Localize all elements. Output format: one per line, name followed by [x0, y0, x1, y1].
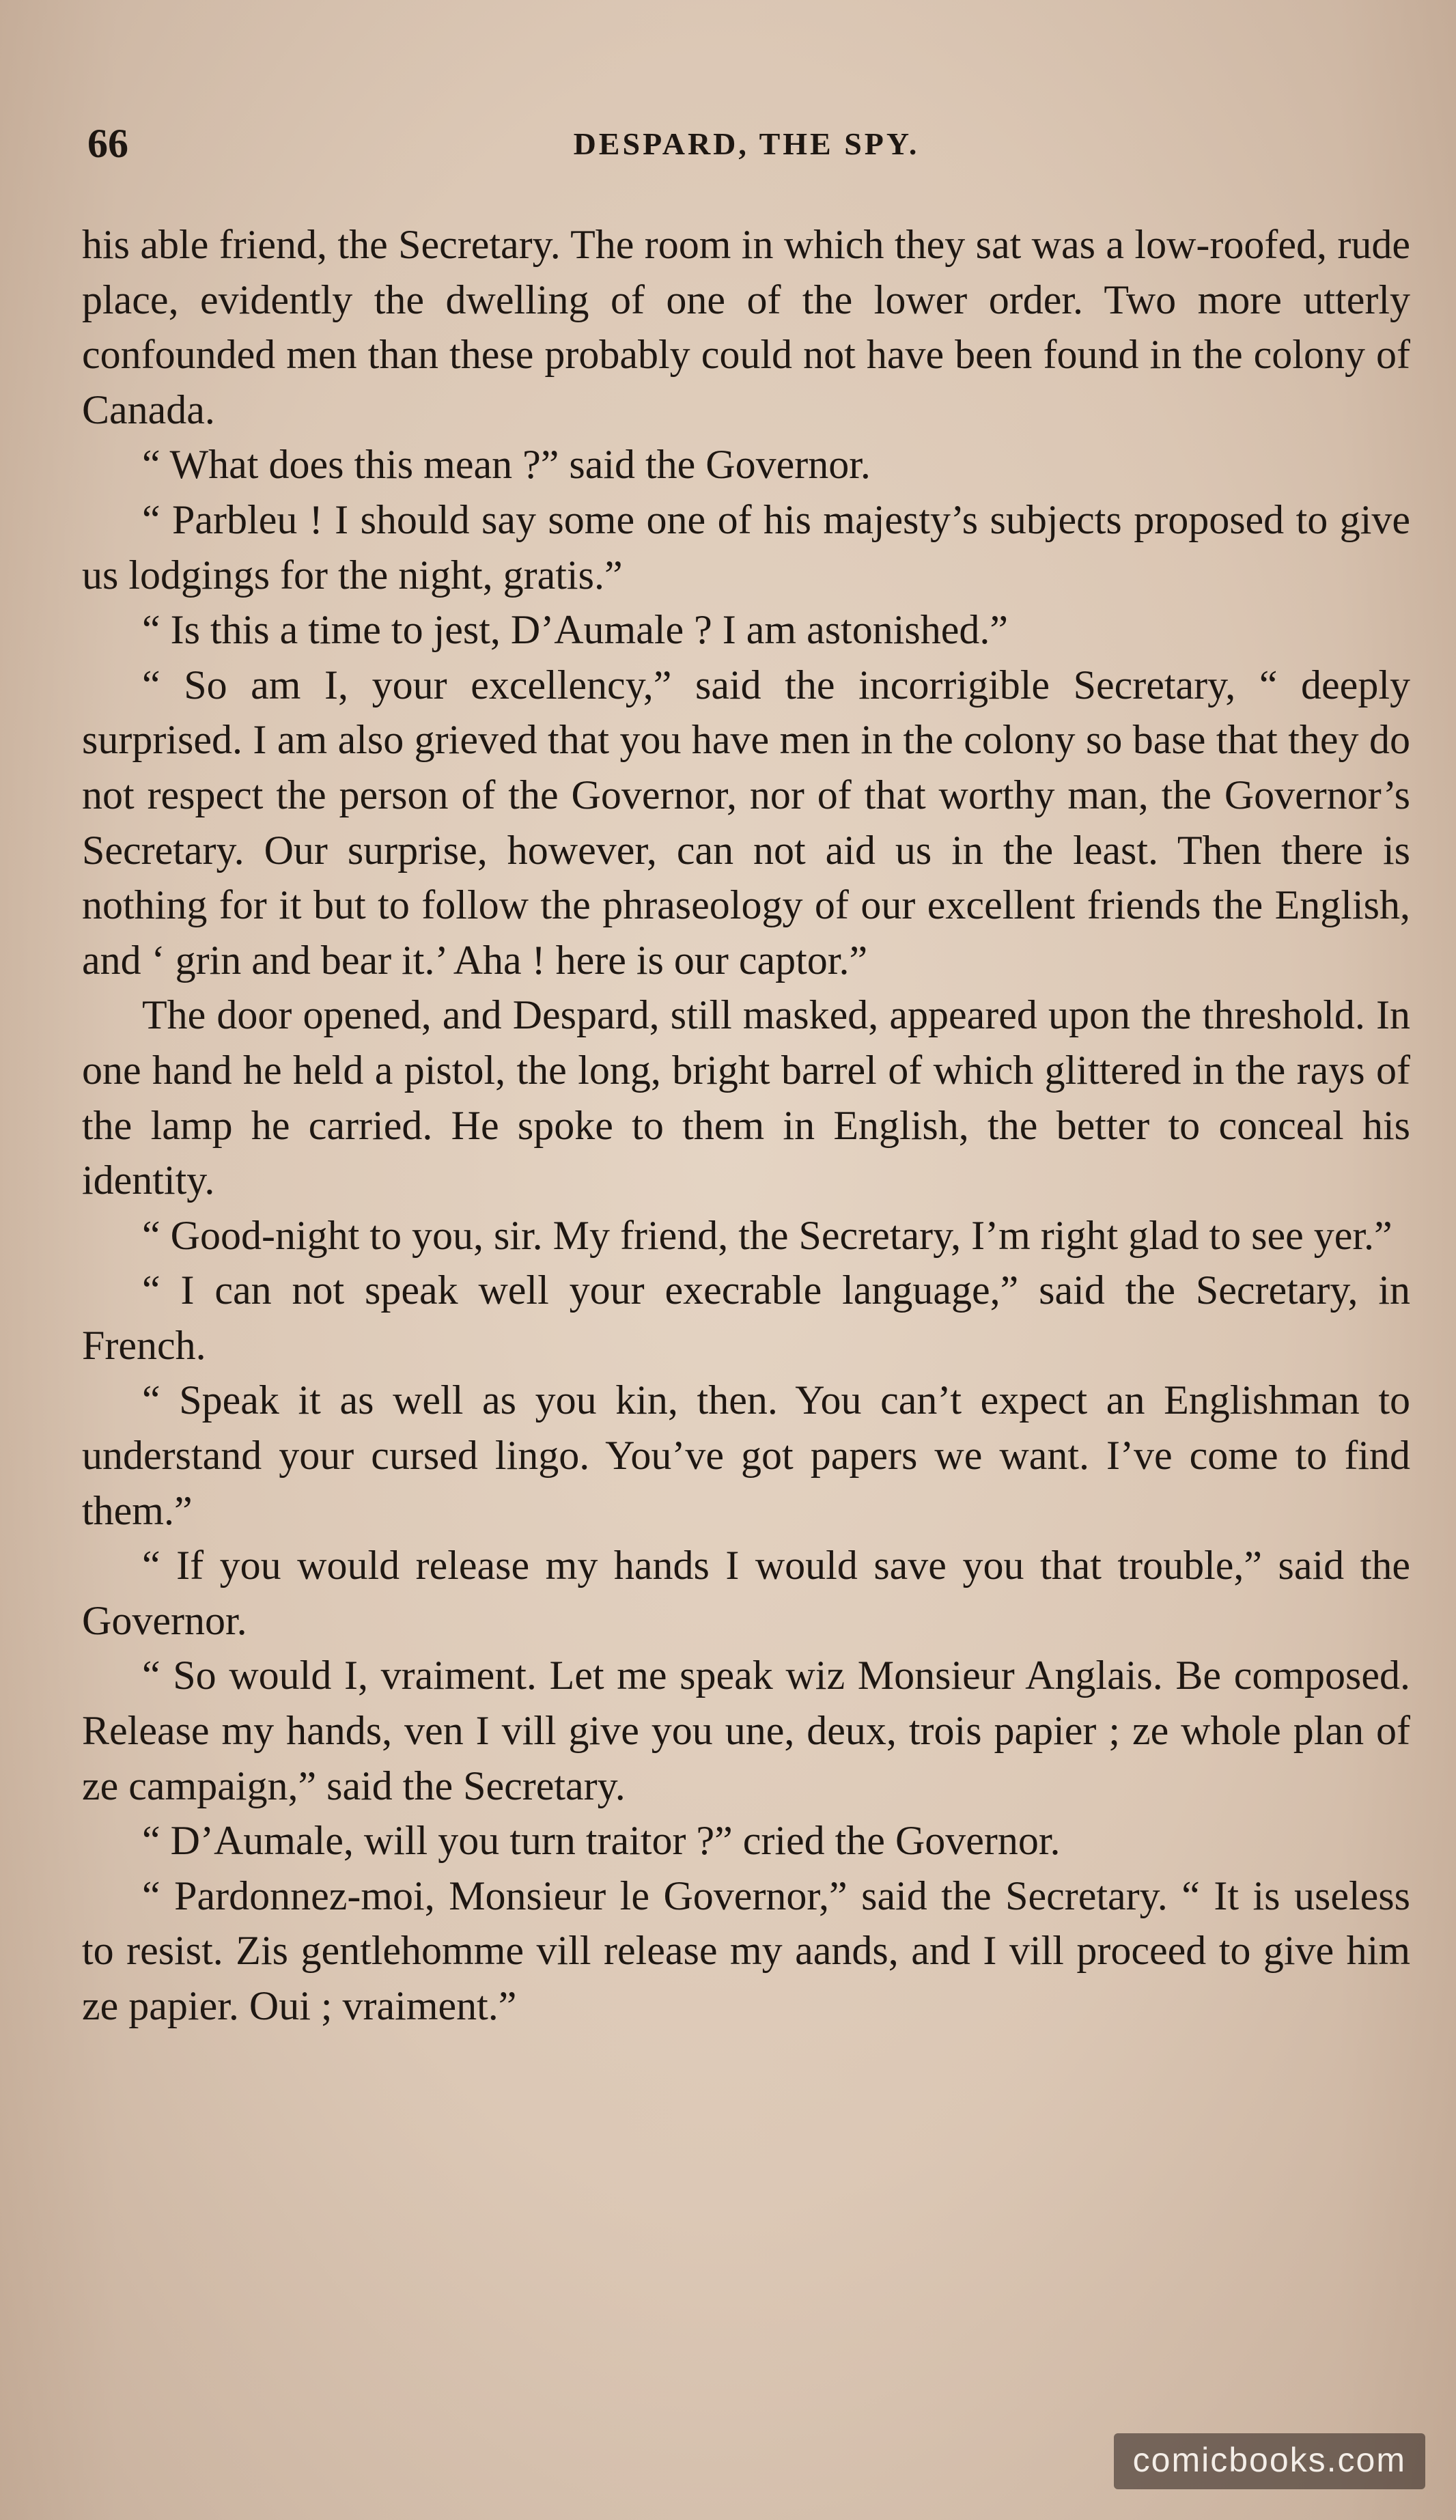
- paragraph: “ Good-night to you, sir. My friend, the Secretary, I’m right glad to see yer.”: [142, 1212, 1392, 1258]
- running-title: DESPARD, THE SPY.: [573, 126, 920, 161]
- paragraph: “ Speak it as well as you kin, then. You can’t expect an Englishman to understand your cursed lingo. You’ve got papers we want. I’ve come to find them.”: [82, 1377, 1410, 1533]
- paragraph: The door opened, and Despard, still masked, appeared upon the threshold. In one hand he held a pistol, the long, bright barrel of which glittered in the rays of the lamp he carried. He spoke to them in English, the better to conceal his identity.: [82, 992, 1410, 1203]
- paragraph: “ I can not speak well your execrable language,” said the Secretary, in French.: [82, 1268, 1410, 1368]
- paragraph: “ Parbleu ! I should say some one of his majesty’s subjects proposed to give us lodgings for the night, gratis.”: [82, 496, 1410, 598]
- paragraph: his able friend, the Secretary. The room in which they sat was a low-roofed, rude place, evidently the dwelling of one of the lower order. Two more utterly confounded men than these probably could not have been found in the colony of Canada.: [82, 222, 1410, 432]
- body-text: [82, 217, 1410, 2034]
- page-number: 66: [87, 121, 128, 166]
- paragraph: “ Pardonnez-moi, Monsieur le Governor,” said the Secretary. “ It is useless to resist. Zis gentlehomme vill release my aands, and I vill proceed to give him ze papier. Oui ; vraiment.”: [82, 1873, 1410, 2028]
- paragraph: “ So would I, vraiment. Let me speak wiz Monsieur Anglais. Be composed. Release my hands, ven I vill give you une, deux, trois papier ; ze whole plan of ze campaign,” said the Secretary.: [82, 1653, 1410, 1808]
- site-watermark: comicbooks.com: [1114, 2433, 1425, 2489]
- paragraph: “ If you would release my hands I would save you that trouble,” said the Governor.: [82, 1543, 1410, 1643]
- paragraph: “ D’Aumale, will you turn traitor ?” cried the Governor.: [142, 1818, 1061, 1864]
- page-header: [87, 120, 1405, 167]
- paragraph: “ What does this mean ?” said the Governor.: [142, 442, 871, 488]
- paragraph: “ So am I, your excellency,” said the incorrigible Secretary, “ deeply surprised. I am also grieved that you have men in the colony so base that they do not respect the person of the Governor, nor of that worthy man, the Governor’s Secretary. Our surprise, however, can not aid us in the least. Then there is nothing for it but to follow the phraseology of our excellent friends the English, and ‘ grin and bear it.’ Aha ! here is our captor.”: [82, 662, 1410, 983]
- paragraph: “ Is this a time to jest, D’Aumale ? I am astonished.”: [142, 607, 1008, 653]
